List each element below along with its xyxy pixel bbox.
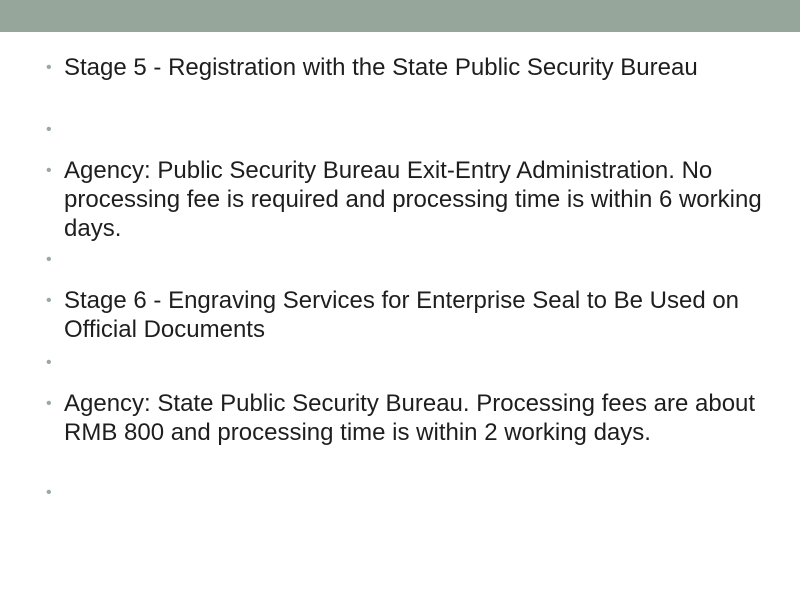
- slide-top-band: [0, 0, 800, 32]
- bullet-item-empty: [44, 245, 764, 274]
- bullet-item-stage-5: [44, 53, 764, 111]
- bullet-text: Agency: Public Security Bureau Exit-Entry Administration. No processing fee is required and processing time is within 6 working days.: [64, 157, 762, 242]
- bullet-item-stage-6: [44, 286, 764, 344]
- bullet-text: Stage 6 - Engraving Services for Enterprise Seal to Be Used on Official Documents: [64, 287, 740, 343]
- bullet-item-agency-stage-5: [44, 156, 764, 243]
- bullet-item-empty: [44, 478, 764, 507]
- bullet-icon: •: [46, 395, 52, 412]
- slide-content: [44, 53, 764, 507]
- bullet-icon: •: [46, 354, 52, 371]
- bullet-icon: •: [46, 292, 52, 309]
- bullet-text: Agency: State Public Security Bureau. Processing fees are about RMB 800 and processing time is within 2 working days.: [64, 390, 756, 446]
- bullet-item-empty: [44, 115, 764, 144]
- bullet-icon: •: [46, 251, 52, 268]
- bullet-item-agency-stage-6: [44, 389, 764, 476]
- bullet-item-empty: [44, 348, 764, 377]
- bullet-icon: •: [46, 484, 52, 501]
- bullet-icon: •: [46, 121, 52, 138]
- bullet-text: Stage 5 - Registration with the State Public Security Bureau: [64, 54, 698, 81]
- bullet-icon: •: [46, 59, 52, 76]
- bullet-icon: •: [46, 162, 52, 179]
